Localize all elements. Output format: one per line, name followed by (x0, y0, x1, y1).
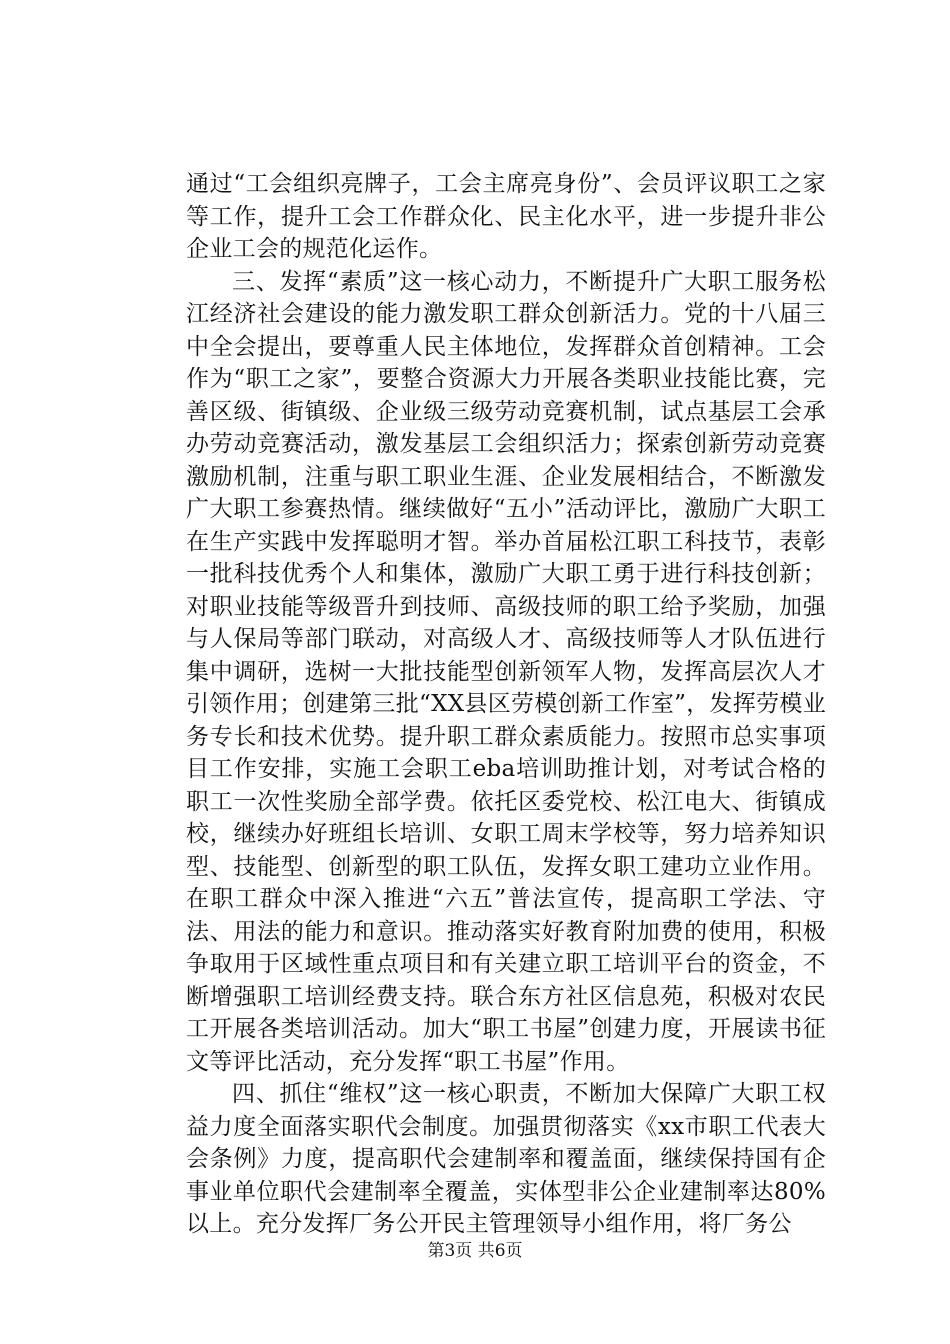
paragraph-continuation: 通过“工会组织亮牌子，工会主席亮身份”、会员评议职工之家等工作，提升工会工作群众化、民主化水平，进一步提升非公企业工会的规范化运作。 (186, 171, 826, 262)
body-text (186, 168, 826, 1241)
page-footer: 第3页 共6页 (427, 1241, 523, 1261)
paragraph-section-four: 四、抓住“维权”这一核心职责，不断加大保障广大职工权益力度全面落实职代会制度。加强贯彻落实《xx市职工代表大会条例》力度，提高职代会建制率和覆盖面，继续保持国有企事业单位职代会建制率全覆盖，实体型非公企业建制率达80%以上。充分发挥厂务公开民主管理领导小组作用，将厂务公 (186, 1081, 826, 1237)
paragraph-section-three: 三、发挥“素质”这一核心动力，不断提升广大职工服务松江经济社会建设的能力激发职工群众创新活力。党的十八届三中全会提出，要尊重人民主体地位，发挥群众首创精神。工会作为“职工之家”，要整合资源大力开展各类职业技能比赛，完善区级、街镇级、企业级三级劳动竞赛机制，试点基层工会承办劳动竞赛活动，激发基层工会组织活力；探索创新劳动竞赛激励机制，注重与职工职业生涯、企业发展相结合，不断激发广大职工参赛热情。继续做好“五小”活动评比，激励广大职工在生产实践中发挥聪明才智。举办首届松江职工科技节，表彰一批科技优秀个人和集体，激励广大职工勇于进行科技创新；对职业技能等级晋升到技师、高级技师的职工给予奖励，加强与人保局等部门联动，对高级人才、高级技师等人才队伍进行集中调研，选树一大批技能型创新领军人物，发挥高层次人才引领作用；创建第三批“XX县区劳模创新工作室”，发挥劳模业务专长和技术优势。提升职工群众素质能力。按照市总实事项目工作安排，实施工会职工eba培训助推计划，对考试合格的职工一次性奖励全部学费。依托区委党校、松江电大、街镇成校，继续办好班组长培训、女职工周末学校等，努力培养知识型、技能型、创新型的职工队伍，发挥女职工建功立业作用。在职工群众中深入推进“六五”普法宣传，提高职工学法、守法、用法的能力和意识。推动落实好教育附加费的使用，积极争取用于区域性重点项目和有关建立职工培训平台的资金，不断增强职工培训经费支持。联合东方社区信息苑，积极对农民工开展各类培训活动。加大“职工书屋”创建力度，开展读书征文等评比活动，充分发挥“职工书屋”作用。 (186, 268, 826, 1075)
